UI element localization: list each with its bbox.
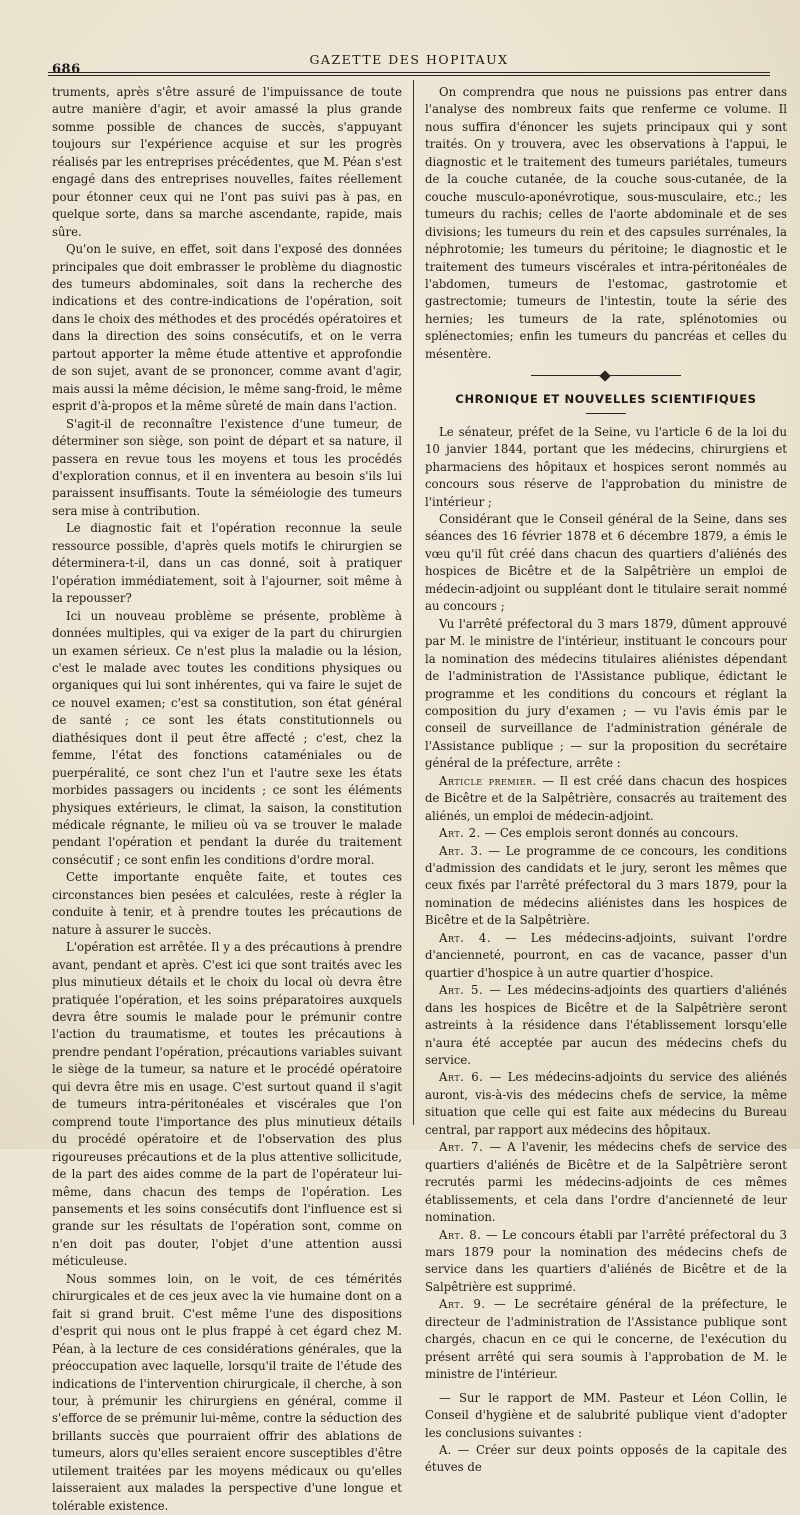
article-label: Art. 7. (439, 1140, 484, 1155)
article-7 (425, 1139, 787, 1226)
closing-paragraph-1: — Sur le rapport de MM. Pasteur et Léon Collin, le Conseil d'hygiène et de salubrité publique vient d'adopter les conclusions suivantes : (425, 1390, 787, 1440)
closing-paragraph-2: A. — Créer sur deux points opposés de la capitale des étuves de (425, 1442, 787, 1475)
article-label: Art. 9. (439, 1297, 486, 1312)
article-9 (425, 1296, 787, 1383)
article-4 (425, 930, 787, 982)
article-8 (425, 1227, 787, 1297)
column-divider (413, 80, 414, 1125)
article-text: — Les médecins-adjoints, suivant l'ordre d'ancienneté, pourront, en cas de vacance, passer d'un quartier d'hospice à un autre quartier d'hospice. (425, 930, 788, 980)
left-paragraph-8: Nous sommes loin, on le voit, de ces témérités chirurgicales et de ces jeux avec la vie humaine dont on a fait si grand bruit. C'est même l'une des dispositions d'esprit qui nous ont le plus frappé à cet égard chez M. Péan, à la lecture de ces considérations générales, que la préoccupation avec laquelle, lorsqu'il traite de l'étude des indications de l'intervention chirurgicale, il cherche, à son tour, à prémunir les chirurgiens en général, comme il s'efforce de se prémunir lui-même, contre la séduction des brillants succès que pourraient offrir des ablations de tumeurs, alors qu'elles seraient encore susceptibles d'être utilement traitées par les moyens médicaux ou qu'elles laisseraient aux malades la perspective d'une longue et tolérable existence. (52, 1271, 402, 1513)
header-rule-double (48, 75, 770, 76)
article-label: Article premier. (439, 773, 537, 788)
left-paragraph-5: Ici un nouveau problème se présente, problème à données multiples, qui va exiger de la part du chirurgien un examen sérieux. Ce n'est plus la maladie ou la lésion, c'est le malade avec toutes les conditions physiques ou organiques qui lui sont inhérentes, qui va faire le sujet de ce nouvel examen; c'est sa constitution, son état général de santé ; ce sont les états constitutionnels ou diathésiques dont il peut être affecté ; c'est, chez la femme, l'état des fonctions cataméniales ou de puerpéralité, ce sont chez l'un et l'autre sexe les états morbides passagers ou incidents ; ce sont les éléments physiques extérieurs, le climat, la saison, la constitution médicale régnante, le milieu où va se trouver le malade pendant l'opération et pendant la durée du traitement consécutif ; ce sont enfin les conditions d'ordre moral. (52, 608, 402, 867)
right-intro-paragraph: On comprendra que nous ne puissions pas entrer dans l'analyse des nombreux faits que renferme ce volume. Il nous suffira d'énoncer les sujets principaux qui y sont traités. On y trouvera, avec les observations à l'appui, le diagnostic et le traitement des tumeurs pariétales, tumeurs de la couche cutanée, de la couche sous-cutanée, de la couche musculo-aponévrotique, sous-musculaire, etc.; les tumeurs du rachis; celles de l'aorte abdominale et de ses divisions; les tumeurs du rein et des capsules surrénales, la néphrotomie; les tumeurs du péritoine; le diagnostic et le traitement des tumeurs viscérales et intra-péritonéales de l'abdomen, tumeurs de l'estomac, gastrotomie et gastrectomie; tumeurs de l'intestin, toute la série des hernies; les tumeurs de la rate, splénotomies ou splénectomies; enfin les tumeurs du pancréas et celles du mésentère. (425, 85, 787, 361)
left-paragraph-3: S'agit-il de reconnaître l'existence d'une tumeur, de déterminer son siège, son point de départ et sa nature, il passera en revue tous les moyens et tous les procédés d'exploration connus, et il en inventera au besoin s'ils lui paraissent insuffisants. Toute la séméiologie des tumeurs sera mise à contribution. (52, 416, 402, 518)
article-3 (425, 843, 787, 930)
article-5 (425, 982, 787, 1069)
left-paragraph-7: L'opération est arrêtée. Il y a des précautions à prendre avant, pendant et après. C'est ici que sont traités avec les plus minutieux détails et le choix du local où devra être pratiquée l'opération, et les soins préparatoires auxquels devra être soumis le malade pour le prémunir contre l'action du traumatisme, et toutes les précautions à prendre pendant l'opération, précautions variables suivant le siège de la tumeur, sa nature et le procédé opératoire qui devra être mis en usage. C'est surtout quand il s'agit de tumeurs intra-péritonéales et viscérales que l'on comprend toute l'importance des plus minutieux détails du procédé opératoire et de l'observation des plus rigoureuses précautions et de la plus attentive sollicitude, de la part des aides comme de la part de l'opérateur lui-même, dans chacun des temps de l'opération. Les pansements et les soins consécutifs dont l'influence est si grande sur les résultats de l'opération sont, comme on n'en doit pas douter, l'objet d'une attention aussi méticuleuse. (52, 940, 402, 1269)
section-ornament (531, 371, 681, 381)
article-label: Art. 8. (439, 1227, 482, 1242)
article-text: — Le concours établi par l'arrêté préfectoral du 3 mars 1879 pour la nomination des médecins chefs de service dans les quartiers d'aliénés de Bicêtre et de la Salpêtrière est supprimé. (425, 1227, 787, 1294)
heading-rule (586, 413, 626, 414)
article-text: — A l'avenir, les médecins chefs de service des quartiers d'aliénés de Bicêtre et de la Salpêtrière seront recrutés parmi les médecins-adjoints de ces mêmes établissements, et cela dans l'ordre d'ancienneté de leur nomination. (425, 1140, 787, 1225)
journal-title: GAZETTE DES HOPITAUX (309, 52, 509, 67)
article-label: Art. 5. (439, 983, 484, 998)
header-rule (48, 72, 770, 73)
article-text: — Le programme de ce concours, les conditions d'admission des candidats et le jury, seront les mêmes que ceux fixés par l'arrêté préfectoral du 3 mars 1879, pour la nomination de médecins aliénistes dans les hospices de Bicêtre et de la Salpêtrière. (425, 843, 787, 928)
article-label: Art. 6. (439, 1070, 484, 1085)
left-paragraph-2: Qu'on le suive, en effet, soit dans l'exposé des données principales que doit embrasser le problème du diagnostic des tumeurs abdominales, soit dans la recherche des indications et des contre-indications de l'opération, soit dans le choix des méthodes et des procédés opératoires et dans la direction des soins consécutifs, et on le verra partout apporter la même étude attentive et approfondie de son sujet, avant de se prononcer, comme avant d'agir, mais aussi la même décision, le même sang-froid, le même esprit d'à-propos et la même sûreté de main dans l'action. (52, 242, 402, 414)
left-paragraph-4: Le diagnostic fait et l'opération reconnue la seule ressource possible, d'après quels motifs le chirurgien se déterminera-t-il, dans un cas donné, soit à pratiquer l'opération immédiatement, soit à l'ajourner, soit même à la repousser? (52, 521, 402, 606)
page-header (48, 50, 770, 77)
left-column (52, 84, 402, 1515)
ornament-diamond-icon (599, 371, 610, 382)
preamble-paragraph-2: Considérant que le Conseil général de la Seine, dans ses séances des 16 février 1878 et 6 décembre 1879, a émis le vœu qu'il fût créé dans chacun des quartiers d'aliénés des hospices de Bicêtre et de la Salpêtrière un emploi de médecin-adjoint ou suppléant dont le titulaire serait nommé au concours ; (425, 511, 787, 614)
preamble-paragraph-3: Vu l'arrêté préfectoral du 3 mars 1879, dûment approuvé par M. le ministre de l'intérieur, instituant le concours pour la nomination des médecins titulaires aliénistes dépendant de l'administration de l'Assistance publique, édictant le programme et les conditions du concours et réglant la composition du jury d'examen ; — vu l'avis émis par le conseil de surveillance de l'administration générale de l'Assistance publique ; — sur la proposition du secrétaire général de la préfecture, arrête : (425, 616, 787, 771)
article-6 (425, 1069, 787, 1139)
article-2 (425, 825, 787, 842)
article-text: — Ces emplois seront donnés au concours. (480, 826, 739, 841)
article-text: — Les médecins-adjoints des quartiers d'aliénés dans les hospices de Bicêtre et de la Salpêtrière seront astreints à la résidence dans l'établissement lorsqu'elle n'aura été acceptée par aucun des médecins chefs du service. (425, 983, 787, 1068)
left-paragraph-1: truments, après s'être assuré de l'impuissance de toute autre manière d'agir, et avoir amassé la plus grande somme possible de chances de succès, s'appuyant toujours sur l'expérience acquise et sur les progrès réalisés par les entreprises précédentes, que M. Péan s'est engagé dans des entreprises nouvelles, faites réellement pour étonner ceux qui ne l'ont pas suivi pas à pas, en quelque sorte, dans sa marche ascendante, rapide, mais sûre. (52, 85, 402, 239)
article-text: — Les médecins-adjoints du service des aliénés auront, vis-à-vis des médecins chefs de service, la même situation que celle qui est faite aux médecins du Bureau central, par rapport aux médecins des hôpitaux. (425, 1070, 787, 1137)
left-paragraph-6: Cette importante enquête faite, et toutes ces circonstances bien pesées et calculées, reste à régler la conduite à tenir, et à prendre toutes les précautions de nature à assurer le succès. (52, 870, 402, 937)
right-column (425, 84, 787, 1477)
article-text: — Le secrétaire général de la préfecture, le directeur de l'administration de l'Assistance publique sont chargés, chacun en ce qui le concerne, de l'exécution du présent arrêté qui sera soumis à l'approbation de M. le ministre de l'intérieur. (425, 1297, 787, 1382)
page-number: 686 (52, 62, 81, 77)
article-text: — Il est créé dans chacun des hospices de Bicêtre et de la Salpêtrière, consacrés au traitement des aliénés, un emploi de médecin-adjoint. (425, 773, 788, 823)
article-label: Art. 2. (439, 826, 481, 841)
preamble-paragraph-1: Le sénateur, préfet de la Seine, vu l'article 6 de la loi du 10 janvier 1844, portant que les médecins, chirurgiens et pharmaciens des hôpitaux et hospices seront nommés au concours sous réserve de l'approbation du ministre de l'intérieur ; (425, 424, 787, 509)
article-label: Art. 4. (439, 930, 492, 945)
article-1 (425, 773, 787, 825)
article-label: Art. 3. (439, 843, 483, 858)
section-heading: CHRONIQUE ET NOUVELLES SCIENTIFIQUES (455, 392, 757, 407)
